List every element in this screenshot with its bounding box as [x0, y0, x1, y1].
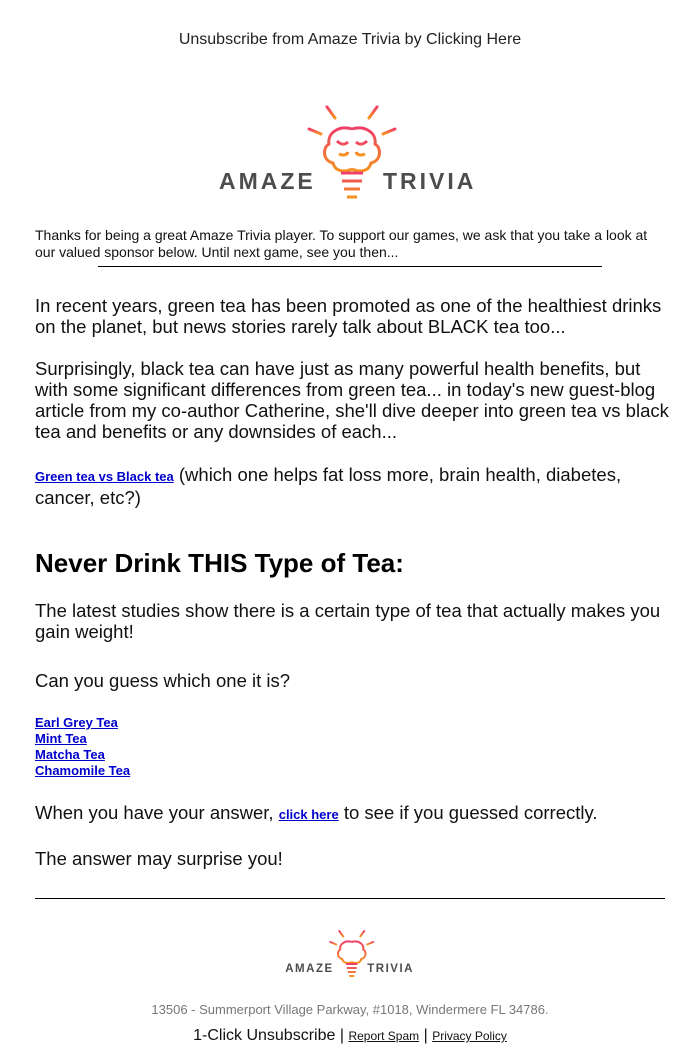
click-here-link[interactable]: click here — [278, 807, 339, 822]
green-vs-black-tea-link[interactable]: Green tea vs Black tea — [35, 469, 174, 484]
quiz-paragraph-1: The latest studies show there is a certain type of tea that actually makes you gain weight! — [35, 600, 661, 642]
privacy-policy-link[interactable]: Privacy Policy — [432, 1029, 507, 1043]
article-link-suffix: (which one helps fat loss more, brain health, diabetes, cancer, etc?) — [35, 464, 622, 508]
article-paragraph-2: Surprisingly, black tea can have just as many powerful health benefits, but with some significant differences from green tea... in today's new guest-blog article from my co-author Catherine, she'll dive deeper into green tea vs black tea and benefits or any downsides of each... — [35, 358, 669, 442]
intro-text: Thanks for being a great Amaze Trivia player. To support our games, we ask that you take a look at our valued sponsor below. Until next game, see you then... — [35, 227, 648, 260]
option-earl-grey-tea[interactable]: Earl Grey Tea — [35, 715, 118, 730]
footer-links — [0, 1027, 700, 1045]
closing-text: The answer may surprise you! — [35, 848, 283, 869]
footer-separator: | — [423, 1027, 428, 1044]
article-paragraph-1: In recent years, green tea has been promoted as one of the healthiest drinks on the planet, but news stories rarely talk about BLACK tea too... — [35, 295, 662, 337]
quiz-heading: Never Drink THIS Type of Tea: — [35, 548, 404, 578]
footer-logo-word-right: TRIVIA — [367, 963, 414, 975]
amaze-trivia-logo — [215, 93, 490, 205]
report-spam-link[interactable]: Report Spam — [348, 1029, 420, 1043]
footer-separator: | — [339, 1027, 344, 1044]
option-mint-tea[interactable]: Mint Tea — [35, 731, 87, 746]
amaze-trivia-footer-logo — [282, 924, 422, 980]
quiz-question: Can you guess which one it is? — [35, 670, 291, 691]
divider-long — [35, 898, 665, 899]
option-chamomile-tea[interactable]: Chamomile Tea — [35, 763, 131, 778]
one-click-unsubscribe-link[interactable]: 1-Click Unsubscribe — [193, 1027, 336, 1044]
logo-word-left: AMAZE — [219, 168, 316, 194]
answer-paragraph — [35, 802, 670, 825]
answer-prefix: When you have your answer, — [35, 802, 279, 823]
footer-logo-word-left: AMAZE — [285, 963, 334, 975]
answer-suffix: to see if you guessed correctly. — [338, 802, 598, 823]
option-matcha-tea[interactable]: Matcha Tea — [35, 747, 105, 762]
quiz-options — [35, 715, 130, 779]
unsubscribe-top-link[interactable]: Unsubscribe from Amaze Trivia by Clicking Here — [178, 31, 522, 48]
logo-word-right: TRIVIA — [383, 168, 477, 194]
divider-short — [98, 266, 602, 267]
footer-address: 13506 - Summerport Village Parkway, #1018, Windermere FL 34786. — [151, 1002, 549, 1017]
article-link-paragraph — [35, 464, 670, 508]
